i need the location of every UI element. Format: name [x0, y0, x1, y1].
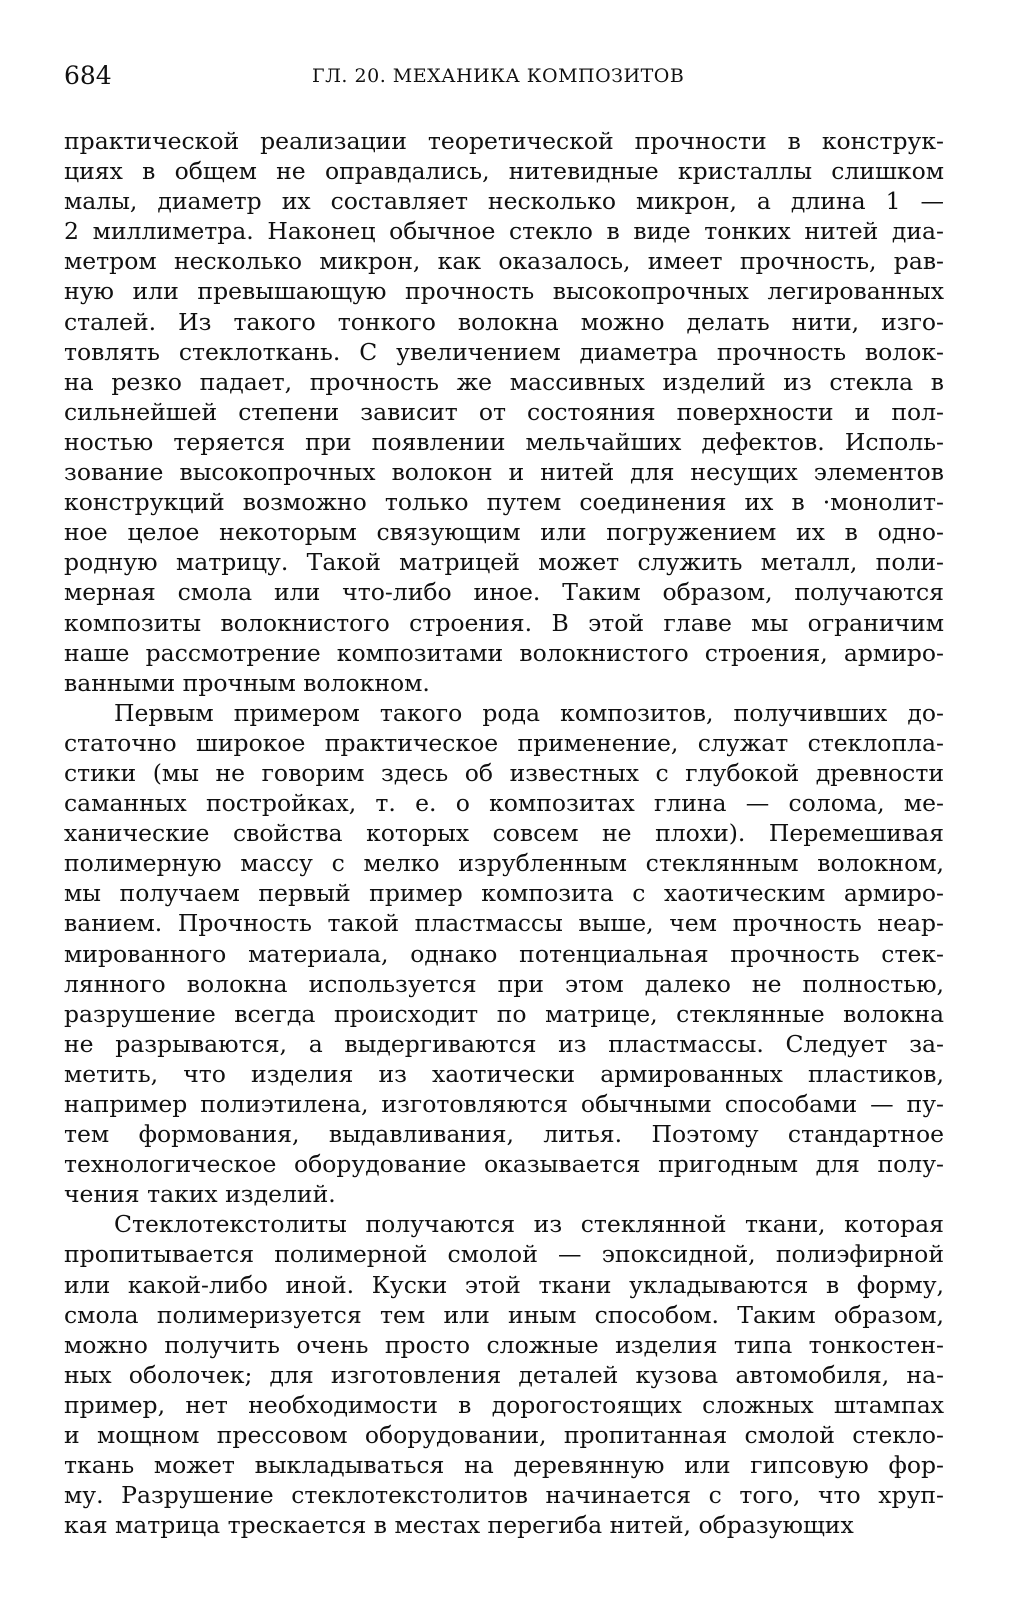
text-line: технологическое оборудование оказывается пригодным для полу-	[64, 1150, 944, 1179]
text-line: статочно широкое практическое применение, служат стеклопла-	[64, 728, 944, 757]
text-line: полимерную массу с мелко изрубленным стеклянным волокном,	[64, 849, 944, 878]
paragraph	[64, 698, 944, 1210]
text-line: ную или превышающую прочность высокопрочных легированных	[64, 277, 944, 306]
text-line: не разрываются, а выдергиваются из пластмассы. Следует за-	[64, 1029, 944, 1058]
text-line: родную матрицу. Такой матрицей может служить металл, поли-	[64, 548, 944, 577]
text-line: метром несколько микрон, как оказалось, имеет прочность, рав-	[64, 247, 944, 276]
text-line: му. Разрушение стеклотекстолитов начинается с того, что хруп-	[64, 1481, 944, 1510]
text-line: циях в общем не оправдались, нитевидные кристаллы слишком	[64, 157, 944, 186]
text-line: или какой-либо иной. Куски этой ткани укладываются в форму,	[64, 1270, 944, 1299]
text-line: саманных постройках, т. е. о композитах глина — солома, ме-	[64, 789, 944, 818]
text-line: ханические свойства которых совсем не плохи). Перемешивая	[64, 819, 944, 848]
text-line: зование высокопрочных волокон и нитей для несущих элементов	[64, 458, 944, 487]
text-line: практической реализации теоретической прочности в конструк-	[64, 127, 944, 155]
text-line: мерная смола или что-либо иное. Таким образом, получаются	[64, 578, 944, 607]
text-line: ностью теряется при появлении мельчайших дефектов. Исполь-	[64, 427, 944, 456]
text-line: разрушение всегда происходит по матрице, стеклянные волокна	[64, 999, 944, 1028]
text-line: чения таких изделий.	[64, 1180, 336, 1209]
text-line: пример, нет необходимости в дорогостоящих сложных штампах	[64, 1390, 944, 1419]
text-line: тем формования, выдавливания, литья. Поэтому стандартное	[64, 1120, 944, 1149]
paragraph	[64, 1209, 944, 1540]
text-line: ных оболочек; для изготовления деталей кузова автомобиля, на-	[64, 1360, 944, 1389]
text-line: можно получить очень просто сложные изделия типа тонкостен-	[64, 1330, 944, 1359]
text-line: смола полимеризуется тем или иным способом. Таким образом,	[64, 1300, 944, 1329]
book-page	[64, 56, 944, 1540]
text-line: Первым примером такого рода композитов, получивших до-	[114, 698, 944, 727]
text-line: товлять стеклоткань. С увеличением диаметра прочность волок-	[64, 337, 944, 366]
text-line: наше рассмотрение композитами волокнистого строения, армиро-	[64, 638, 944, 667]
text-line: мированного материала, однако потенциальная прочность стек-	[64, 939, 944, 968]
text-line: ткань может выкладываться на деревянную или гипсовую фор-	[64, 1451, 944, 1480]
page-number: 684	[64, 61, 112, 90]
text-line: конструкций возможно только путем соединения их в ·монолит-	[64, 488, 944, 517]
chapter-title: ГЛ. 20. МЕХАНИКА КОМПОЗИТОВ	[312, 65, 685, 87]
running-head	[64, 56, 944, 96]
text-line: малы, диаметр их составляет несколько микрон, а длина 1 —	[64, 187, 944, 216]
text-line: сильнейшей степени зависит от состояния поверхности и пол-	[64, 397, 944, 426]
text-line: ванием. Прочность такой пластмассы выше, чем прочность неар-	[64, 909, 944, 938]
text-line: композиты волокнистого строения. В этой главе мы ограничим	[64, 608, 944, 637]
body-text	[64, 126, 944, 1540]
text-line: и мощном прессовом оборудовании, пропитанная смолой стекло-	[64, 1421, 944, 1450]
text-line: например полиэтилена, изготовляются обычными способами — пу-	[64, 1090, 944, 1118]
text-line: ванными прочным волокном.	[64, 668, 430, 697]
paragraph	[64, 126, 944, 698]
text-line: пропитывается полимерной смолой — эпоксидной, полиэфирной	[64, 1240, 944, 1269]
text-line: ное целое некоторым связующим или погружением их в одно-	[64, 518, 944, 547]
text-line: сталей. Из такого тонкого волокна можно делать нити, изго-	[64, 307, 944, 336]
text-line: кая матрица трескается в местах перегиба нитей, образующих	[64, 1511, 854, 1540]
text-line: метить, что изделия из хаотически армированных пластиков,	[64, 1059, 944, 1088]
text-line: мы получаем первый пример композита с хаотическим армиро-	[64, 879, 944, 908]
text-line: лянного волокна используется при этом далеко не полностью,	[64, 969, 944, 998]
text-line: 2 миллиметра. Наконец обычное стекло в виде тонких нитей диа-	[64, 217, 944, 246]
text-line: стики (мы не говорим здесь об известных с глубокой древности	[64, 758, 944, 787]
text-line: на резко падает, прочность же массивных изделий из стекла в	[64, 367, 944, 396]
text-line: Стеклотекстолиты получаются из стеклянной ткани, которая	[114, 1210, 944, 1239]
